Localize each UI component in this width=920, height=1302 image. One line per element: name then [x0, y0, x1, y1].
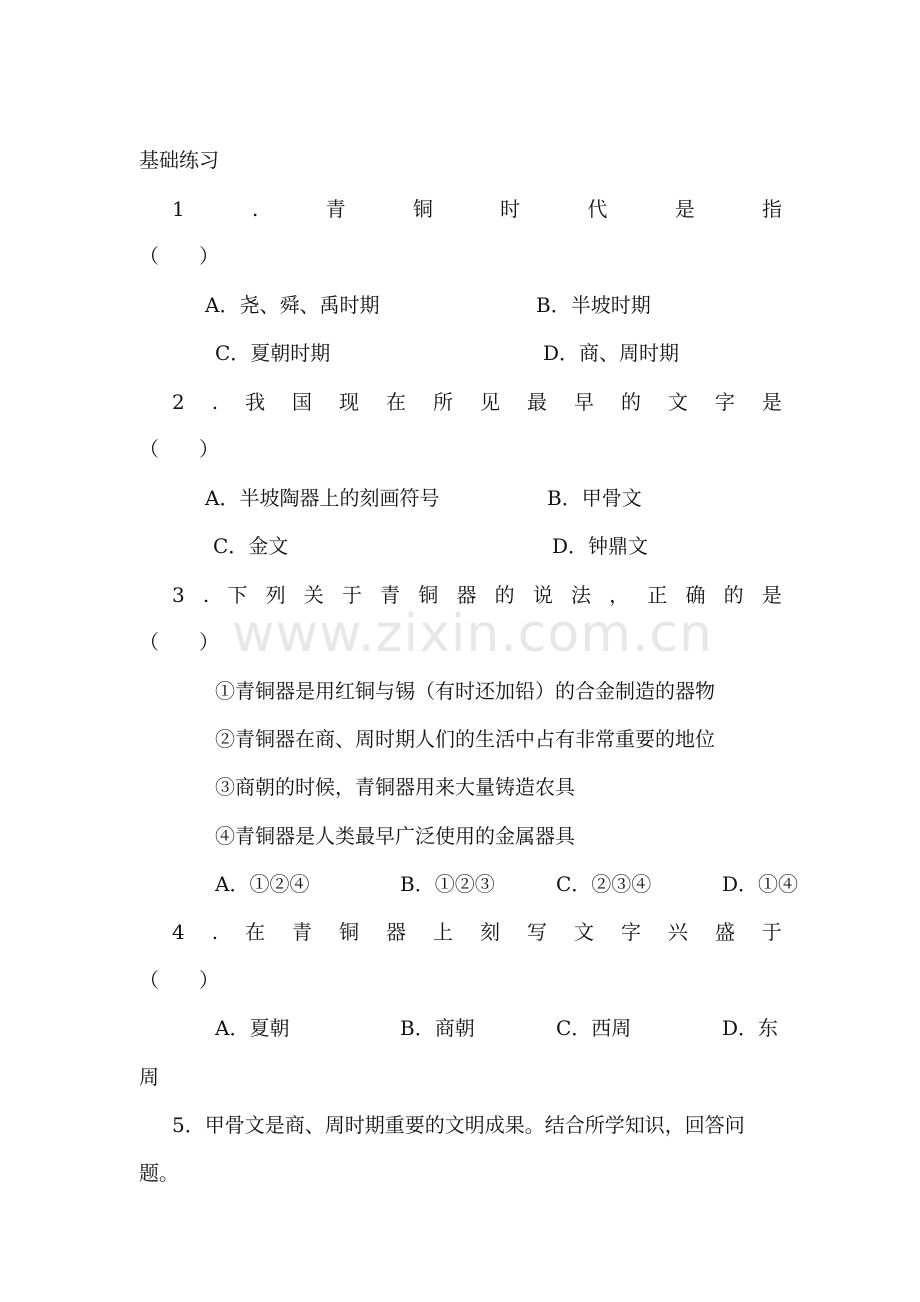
q3-option-b: B．①②③ — [400, 872, 495, 896]
q3-statement-4: ④青铜器是人类最早广泛使用的金属器具 — [215, 824, 575, 848]
q4-option-c: C．西周 — [556, 1016, 632, 1040]
q2-char: 最 — [526, 390, 547, 414]
q3-char: 铜 — [418, 583, 439, 607]
q3-option-c: C．②③④ — [556, 872, 652, 896]
q1-stem — [172, 195, 782, 223]
q3-char: 器 — [456, 583, 477, 607]
q1-option-d: D．商、周时期 — [543, 341, 680, 365]
q5-stem-line-2: 题。 — [139, 1161, 179, 1185]
q1-char: 代 — [587, 197, 608, 221]
q4-char: 4 — [172, 920, 185, 944]
q2-option-d: D．钟鼎文 — [552, 534, 649, 558]
q5-stem-line-1: 5．甲骨文是商、周时期重要的文明成果。结合所学知识，回答问 — [172, 1113, 745, 1137]
q4-option-d-wrap: 周 — [139, 1065, 159, 1089]
q3-char: 说 — [532, 583, 553, 607]
q2-char: 在 — [386, 390, 407, 414]
q2-char: 现 — [339, 390, 360, 414]
q4-char: 于 — [761, 920, 782, 944]
q2-char: 我 — [245, 390, 266, 414]
section-heading: 基础练习 — [139, 148, 219, 172]
q4-char: 青 — [292, 920, 313, 944]
q1-option-a: A．尧、舜、禹时期 — [205, 293, 380, 317]
q4-char: 盛 — [714, 920, 735, 944]
q3-char: 下 — [227, 583, 248, 607]
q3-option-a: A．①②④ — [215, 872, 310, 896]
q3-char: 青 — [380, 583, 401, 607]
q4-char: 文 — [573, 920, 594, 944]
q3-char: 正 — [647, 583, 668, 607]
q4-stem — [172, 918, 782, 946]
q4-char: 兴 — [667, 920, 688, 944]
q2-char: 所 — [433, 390, 453, 414]
q3-char: 于 — [341, 583, 362, 607]
q3-char: 是 — [761, 583, 782, 607]
q2-char: 早 — [573, 390, 594, 414]
q1-char: 青 — [325, 197, 346, 221]
q3-char: 关 — [303, 583, 324, 607]
q3-char: . — [202, 583, 210, 607]
watermark: www.zixin.com.cn — [232, 604, 713, 664]
q1-char: 是 — [674, 197, 695, 221]
q2-option-a: A．半坡陶器上的刻画符号 — [205, 486, 440, 510]
q1-char: . — [252, 197, 259, 221]
q2-char: 2 — [172, 390, 185, 414]
q1-char: 时 — [500, 197, 521, 221]
q3-char: 法 — [570, 583, 591, 607]
q2-char: 文 — [667, 390, 688, 414]
q3-char: 列 — [265, 583, 286, 607]
q3-char: ， — [609, 583, 630, 607]
q1-option-b: B．半坡时期 — [536, 293, 651, 317]
q1-answer-paren: （ ） — [139, 244, 219, 268]
q3-stem — [172, 581, 782, 609]
q3-statement-2: ②青铜器在商、周时期人们的生活中占有非常重要的地位 — [215, 727, 715, 751]
q3-char: 3 — [172, 583, 185, 607]
q4-char: 写 — [526, 920, 547, 944]
q2-char: 是 — [761, 390, 782, 414]
q2-option-b: B．甲骨文 — [547, 486, 642, 510]
q4-char: 字 — [620, 920, 641, 944]
q4-option-b: B．商朝 — [400, 1016, 475, 1040]
q3-char: 的 — [494, 583, 515, 607]
q4-char: 器 — [386, 920, 407, 944]
q3-answer-paren: （ ） — [139, 630, 219, 654]
q4-char: 在 — [245, 920, 266, 944]
q4-option-a: A．夏朝 — [215, 1016, 290, 1040]
q4-char: 刻 — [479, 920, 500, 944]
q1-char: 指 — [761, 197, 782, 221]
q2-char: 字 — [714, 390, 735, 414]
q3-char: 确 — [685, 583, 706, 607]
q2-stem — [172, 388, 782, 416]
q2-char: 见 — [479, 390, 500, 414]
q4-char: . — [211, 920, 219, 944]
q2-char: 的 — [620, 390, 641, 414]
q4-answer-paren: （ ） — [139, 968, 219, 992]
q1-char: 1 — [172, 197, 185, 221]
q1-option-c: C．夏朝时期 — [215, 341, 331, 365]
q3-statement-1: ①青铜器是用红铜与锡（有时还加铅）的合金制造的器物 — [215, 679, 715, 703]
q4-char: 上 — [433, 920, 453, 944]
q2-char: 国 — [292, 390, 313, 414]
q3-char: 的 — [723, 583, 744, 607]
q3-statement-3: ③商朝的时候，青铜器用来大量铸造农具 — [215, 775, 575, 799]
q4-char: 铜 — [339, 920, 360, 944]
q2-option-c: C．金文 — [213, 534, 289, 558]
q1-char: 铜 — [412, 197, 433, 221]
q2-answer-paren: （ ） — [139, 437, 219, 461]
q3-option-d: D．①④ — [722, 872, 799, 896]
q4-option-d: D．东 — [722, 1016, 779, 1040]
q2-char: . — [211, 390, 219, 414]
